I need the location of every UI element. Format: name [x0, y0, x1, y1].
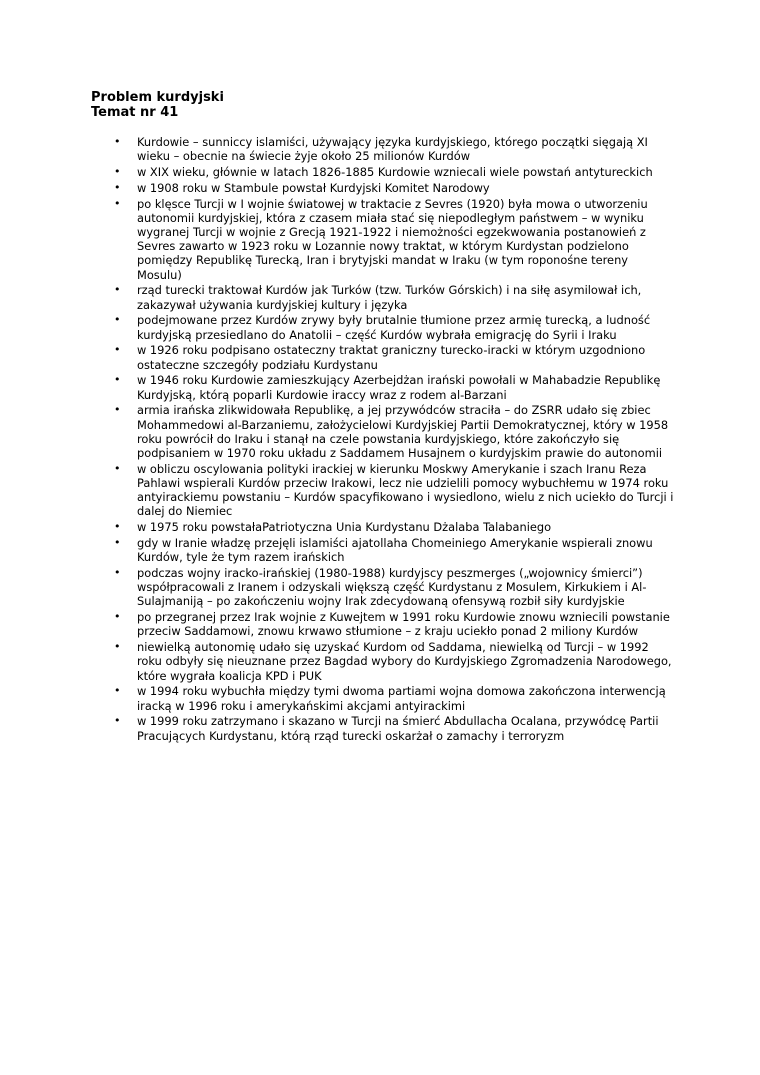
- bullet-icon: •: [114, 343, 121, 357]
- list-item-text: w 1999 roku zatrzymano i skazano w Turcji na śmierć Abdullacha Ocalana, przywódcę Partii Pracujących Kurdystanu, którą rząd turecki oskarżał o zamachy i terroryzm: [137, 714, 659, 743]
- list-item: [114, 640, 674, 683]
- bullet-icon: •: [114, 461, 121, 475]
- list-item-text: w 1994 roku wybuchła między tymi dwoma partiami wojna domowa zakończona interwencją iracką w 1996 roku i amerykańskimi akcjami antyirackimi: [137, 684, 666, 713]
- bullet-icon: •: [114, 566, 121, 580]
- list-item: [114, 520, 674, 534]
- bullet-icon: •: [114, 283, 121, 297]
- list-item: [114, 566, 674, 609]
- list-item-text: podczas wojny iracko-irańskiej (1980-1988) kurdyjscy peszmerges („wojownicy śmierci”) współpracowali z Iranem i odzyskali większą część Kurdystanu z Mosulem, Kirkukiem i Al-Sulajmaniją – po zakończeniu wojny Irak zdecydowaną ofensywą rozbił siły kurdyjskie: [137, 566, 647, 609]
- list-item-text: w 1926 roku podpisano ostateczny traktat graniczny turecko-iracki w którym uzgodniono ostateczne szczegóły podziału Kurdystanu: [137, 343, 646, 372]
- bullet-icon: •: [114, 684, 121, 698]
- list-item-text: w 1908 roku w Stambule powstał Kurdyjski Komitet Narodowy: [137, 180, 490, 195]
- list-item: [114, 343, 674, 371]
- document-title: Problem kurdyjski: [91, 90, 224, 105]
- bullet-icon: •: [114, 373, 121, 387]
- list-item-text: w obliczu oscylowania polityki irackiej w kierunku Moskwy Amerykanie i szach Iranu Reza Pahlawi wspierali Kurdów przeciw Irakowi, lecz nie udzielili pomocy wybuchłemu w 1974 roku antyirackiemu powstaniu – Kurdów spacyfikowano i wysiedlono, wielu z nich uciekło do Turcji i dalej do Niemiec: [137, 461, 674, 519]
- list-item-text: Kurdowie – sunniccy islamiści, używający języka kurdyjskiego, którego początki sięgają XI wieku – obecnie na świecie żyje około 25 milionów Kurdów: [137, 135, 648, 164]
- bullet-icon: •: [114, 536, 121, 550]
- bullet-list: [114, 135, 674, 744]
- list-item-text: w 1975 roku powstałaPatriotyczna Unia Kurdystanu Dżalaba Talabaniego: [137, 520, 552, 535]
- list-item: [114, 197, 674, 282]
- bullet-icon: •: [114, 640, 121, 654]
- bullet-icon: •: [114, 196, 121, 210]
- bullet-icon: •: [114, 610, 121, 624]
- list-item: [114, 181, 674, 195]
- list-item-text: w 1946 roku Kurdowie zamieszkujący Azerbejdżan irański powołali w Mahabadzie Republikę Kurdyjską, którą poparli Kurdowie iraccy wraz z rodem al-Barzani: [137, 373, 661, 402]
- list-item: [114, 714, 674, 742]
- list-item: [114, 165, 674, 179]
- list-item: [114, 313, 674, 341]
- list-item: [114, 283, 674, 311]
- list-item-text: po klęsce Turcji w I wojnie światowej w traktacie z Sevres (1920) była mowa o utworzeniu autonomii kurdyjskiej, która z czasem miała stać się niepodległym państwem – w wyniku wygranej Turcji w wojnie z Grecją 1921-1922 i niemożności egzekwowania postanowień z Sevres zawarto w 1923 roku w Lozannie nowy traktat, w którym Kurdystan podzielono pomiędzy Republikę Turecką, Iran i brytyjski mandat w Iraku (w tym roponośne tereny Mosulu): [137, 196, 648, 282]
- bullet-icon: •: [114, 135, 121, 148]
- list-item-text: rząd turecki traktował Kurdów jak Turków (tzw. Turków Górskich) i na siłę asymilował ich, zakazywał używania kurdyjskiej kultury i języka: [137, 283, 642, 312]
- list-item: [114, 403, 674, 460]
- bullet-icon: •: [114, 313, 121, 327]
- bullet-icon: •: [114, 403, 121, 417]
- list-item: [114, 135, 674, 163]
- bullet-icon: •: [114, 714, 121, 728]
- list-item-text: niewielką autonomię udało się uzyskać Kurdom od Saddama, niewielką od Turcji – w 1992 roku odbyły się nieuznane przez Bagdad wybory do Kurdyjskiego Zgromadzenia Narodowego, które wygrała koalicja KPD i PUK: [137, 640, 672, 683]
- bullet-icon: •: [114, 520, 121, 534]
- document-subtitle: Temat nr 41: [91, 105, 179, 120]
- list-item: [114, 373, 674, 401]
- list-item-text: armia irańska zlikwidowała Republikę, a jej przywódców straciła – do ZSRR udało się zbiec Mohammedowi al-Barzaniemu, założycielowi Kurdyjskiej Partii Demokratycznej, który w 1958 roku powrócił do Iraku i stanął na czele powstania kurdyjskiego, które zakończyło się podpisaniem w 1970 roku układu z Saddamem Husajnem o kurdyjskim prawie do autonomii: [137, 403, 669, 461]
- list-item-text: po przegranej przez Irak wojnie z Kuwejtem w 1991 roku Kurdowie znowu wznieсili powstanie przeciw Saddamowi, znowu krwawo stłumione – z kraju uciekło ponad 2 miliony Kurdów: [137, 610, 670, 639]
- list-item: [114, 536, 674, 564]
- list-item-text: podejmowane przez Kurdów zrywy były brutalnie tłumione przez armię turecką, a ludność kurdyjską przesiedlano do Anatolii – część Kurdów wybrała emigrację do Syrii i Iraku: [137, 313, 651, 342]
- title-block: [91, 90, 224, 120]
- bullet-icon: •: [114, 180, 121, 194]
- bullet-icon: •: [114, 165, 121, 178]
- list-item: [114, 610, 674, 638]
- list-item-text: w XIX wieku, głównie w latach 1826-1885 Kurdowie wzniecali wiele powstań antytureckich: [137, 165, 653, 179]
- list-item: [114, 462, 674, 519]
- list-item-text: gdy w Iranie władzę przejęli islamiści ajatollaha Chomeiniego Amerykanie wspierali znowu Kurdów, tyle że tym razem irańskich: [137, 536, 653, 565]
- list-item: [114, 684, 674, 712]
